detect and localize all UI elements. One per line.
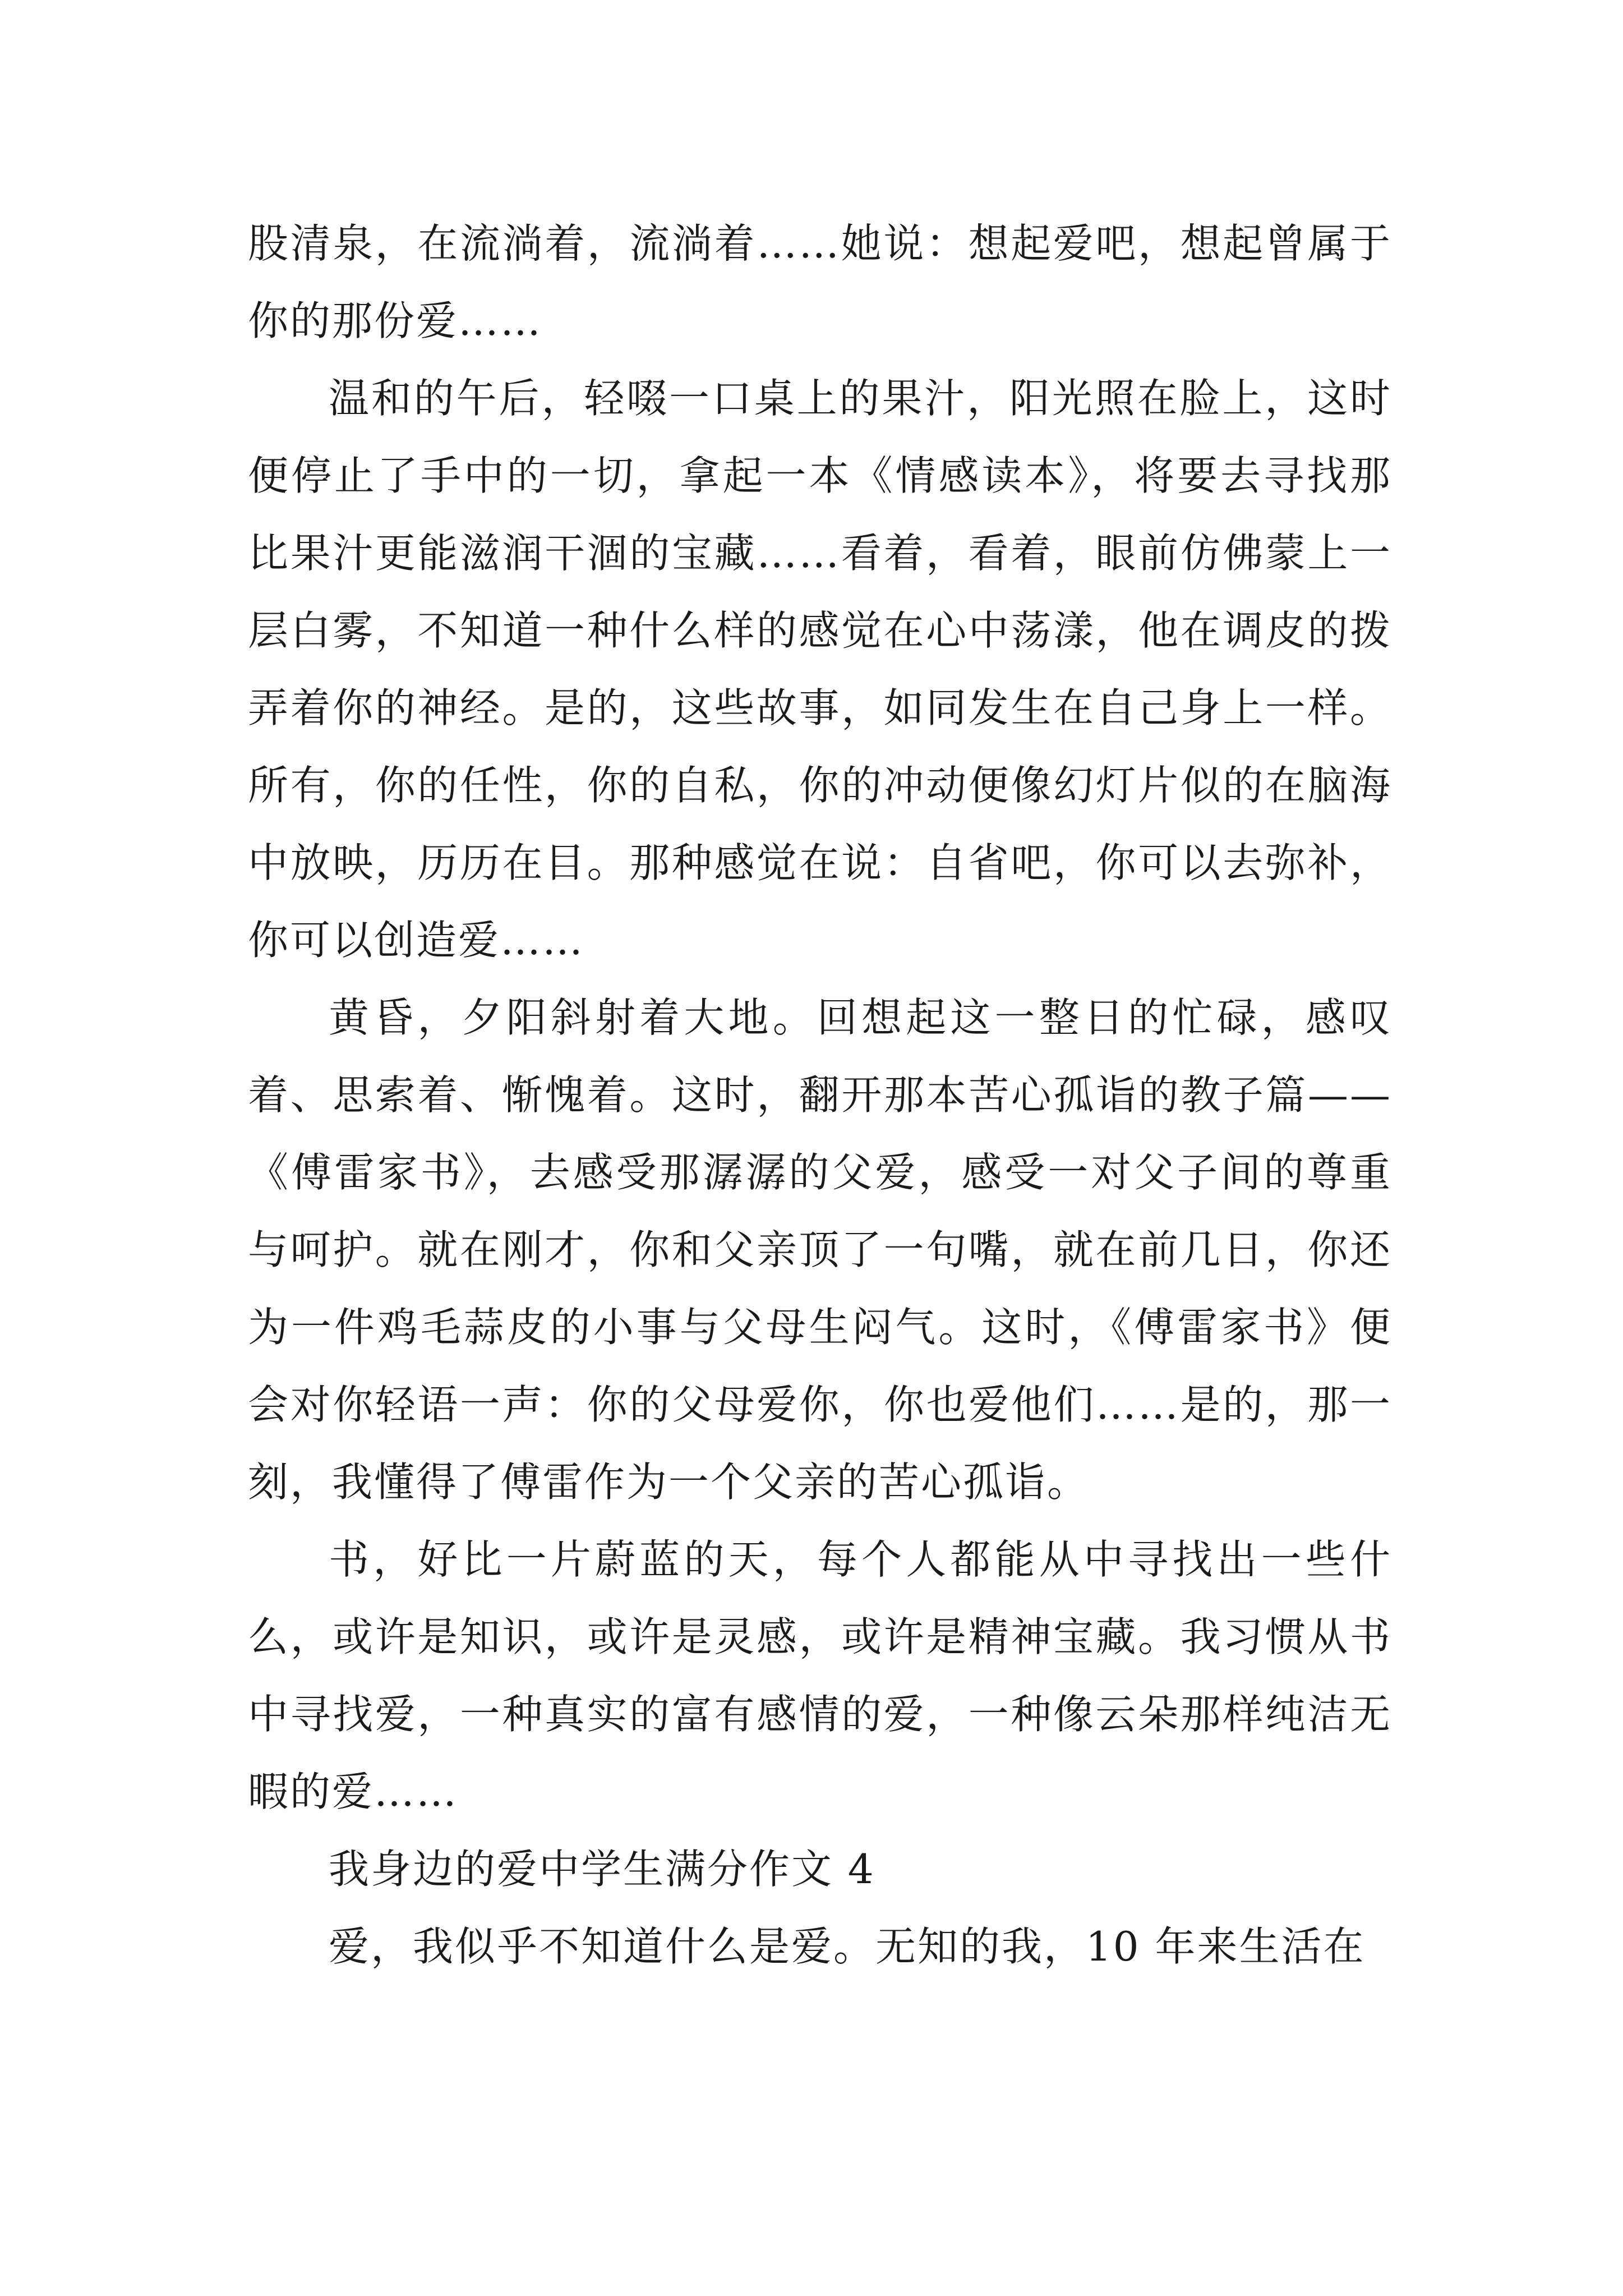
paragraph-2: 温和的午后，轻啜一口桌上的果汁，阳光照在脸上，这时便停止了手中的一切，拿起一本《情感读本》，将要去寻找那比果汁更能滋润干涸的宝藏……看着，看着，眼前仿佛蒙上一层白雾，不知道一种什么样的感觉在心中荡漾，他在调皮的拨弄着你的神经。是的，这些故事，如同发生在自己身上一样。所有，你的任性，你的自私，你的冲动便像幻灯片似的在脑海中放映，历历在目。那种感觉在说：自省吧，你可以去弥补，你可以创造爱……: [248, 375, 1392, 964]
paragraph-4: 书，好比一片蔚蓝的天，每个人都能从中寻找出一些什么，或许是知识，或许是灵感，或许是精神宝藏。我习惯从书中寻找爱，一种真实的富有感情的爱，一种像云朵那样纯洁无暇的爱……: [248, 1536, 1392, 1815]
paragraph-1: 股清泉，在流淌着，流淌着……她说：想起爱吧，想起曾属于你的那份爱……: [248, 220, 1392, 344]
essay-body: [248, 205, 1392, 1985]
paragraph-3: 黄昏，夕阳斜射着大地。回想起这一整日的忙碌，感叹着、思索着、惭愧着。这时，翻开那本苦心孤诣的教子篇——《傅雷家书》，去感受那潺潺的父爱，感受一对父子间的尊重与呵护。就在刚才，你和父亲顶了一句嘴，就在前几日，你还为一件鸡毛蒜皮的小事与父母生闷气。这时，《傅雷家书》便会对你轻语一声：你的父母爱你，你也爱他们……是的，那一刻，我懂得了傅雷作为一个父亲的苦心孤诣。: [248, 994, 1392, 1506]
essay-heading: 我身边的爱中学生满分作文 4: [329, 1846, 875, 1893]
paragraph-5: 爱，我似乎不知道什么是爱。无知的我，10 年来生活在: [329, 1923, 1366, 1970]
